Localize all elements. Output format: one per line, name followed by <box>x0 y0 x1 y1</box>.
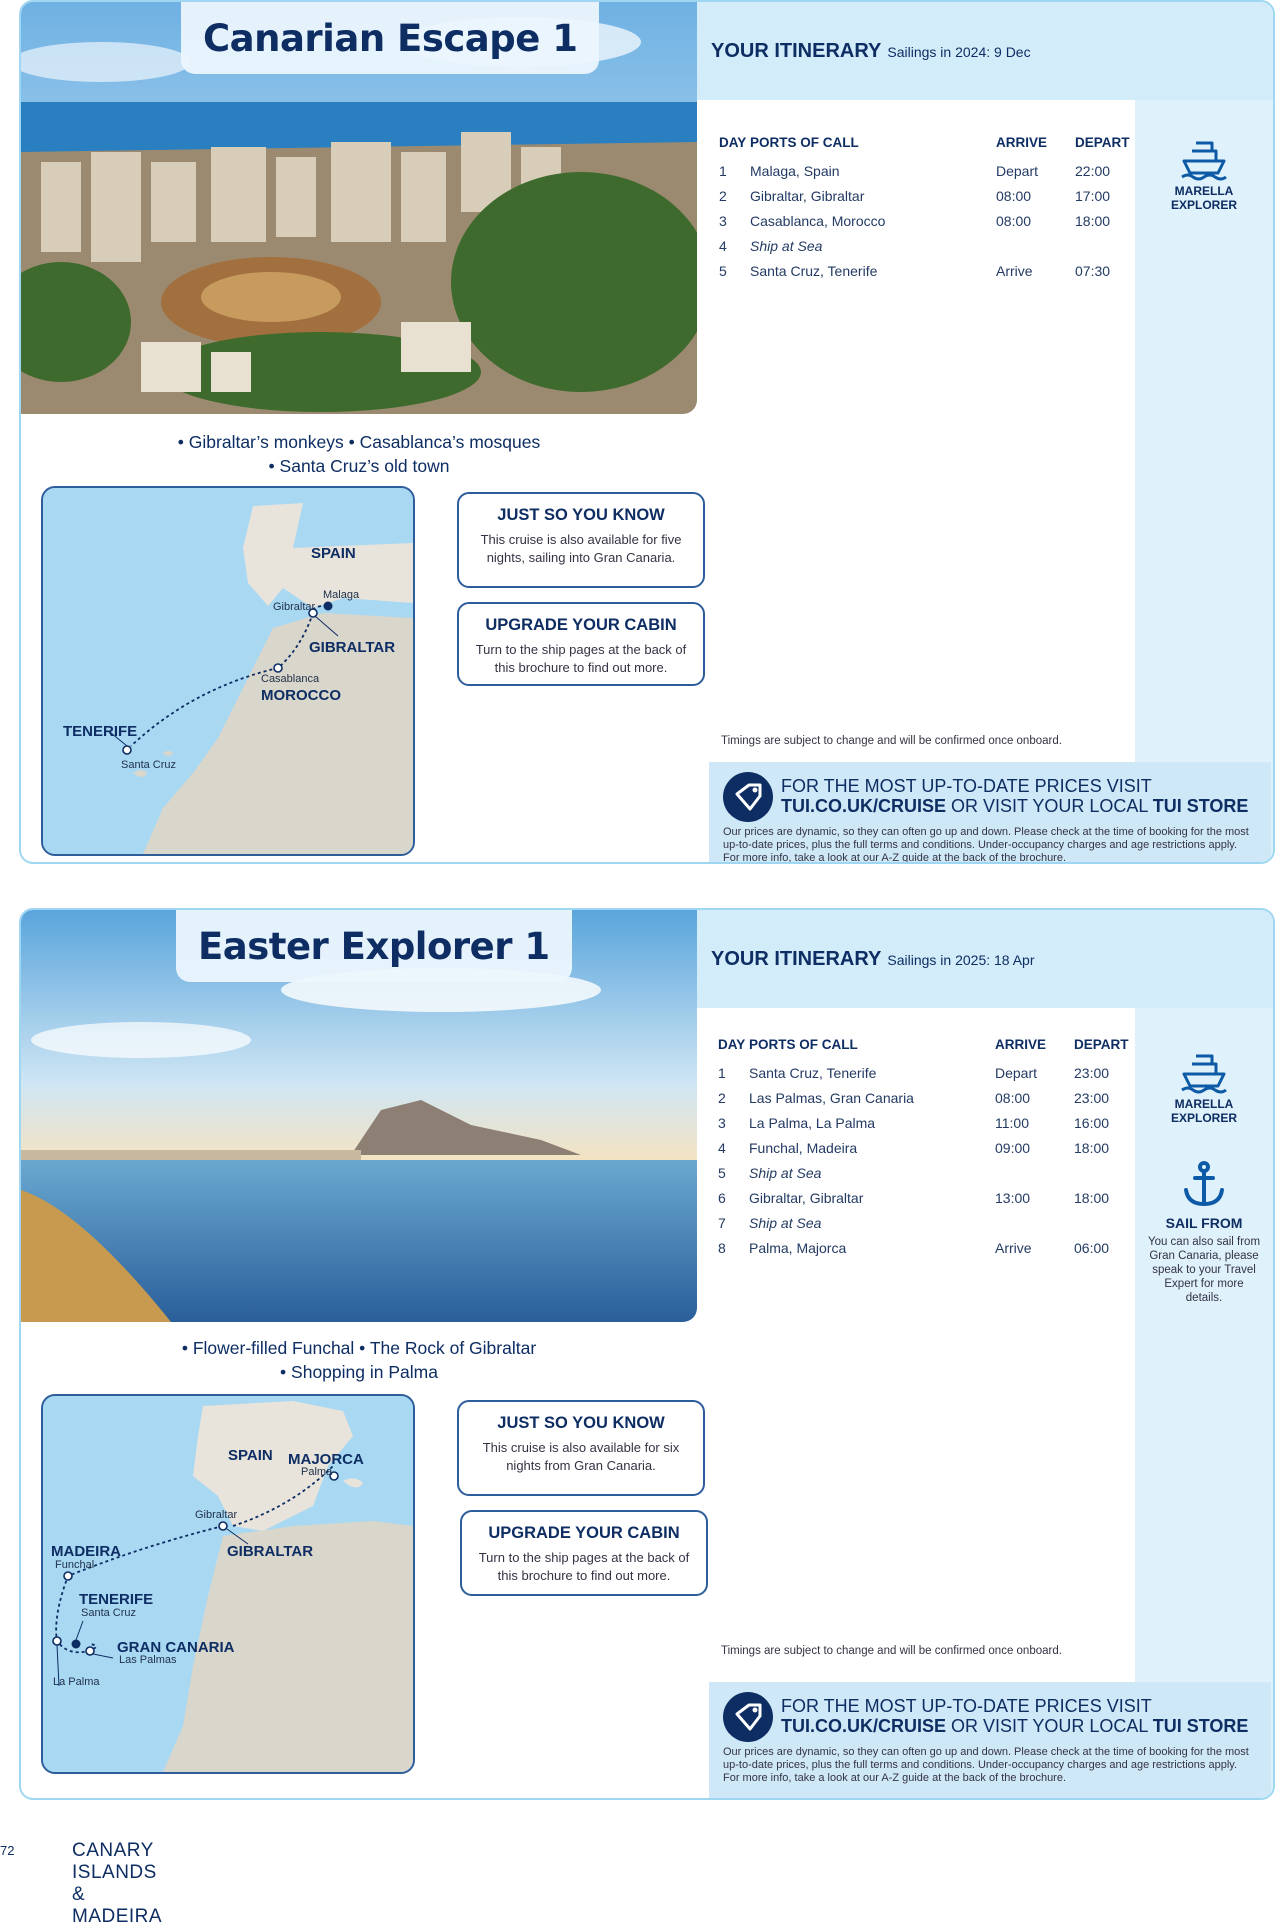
funchal-marker <box>64 1572 72 1580</box>
table-row: 5 Santa Cruz, Tenerife Arrive 07:30 <box>719 262 1111 279</box>
price-tag-icon <box>723 772 773 822</box>
price-url[interactable]: TUI.CO.UK/CRUISE <box>781 796 947 816</box>
price-tag-icon <box>723 1692 773 1742</box>
table-row: 4 Funchal, Madeira 09:00 18:00 <box>718 1139 1110 1156</box>
las-palmas-marker <box>86 1647 94 1655</box>
map-label-spain: SPAIN <box>228 1447 273 1464</box>
table-row: 4 Ship at Sea <box>719 237 823 254</box>
itinerary-label: YOUR ITINERARY <box>711 948 882 970</box>
page-number: 72 <box>0 1843 15 1858</box>
itinerary-table <box>718 1037 1138 1260</box>
table-row: 2 Gibraltar, Gibraltar 08:00 17:00 <box>719 187 1111 204</box>
table-row: 5 Ship at Sea <box>718 1164 822 1181</box>
ship-sidebar <box>1135 1008 1273 1798</box>
section-title: CANARY ISLANDS & MADEIRA <box>72 1840 163 1927</box>
price-banner: FOR THE MOST UP-TO-DATE PRICES VISIT TUI.CO.UK/CRUISE OR VISIT YOUR LOCAL TUI STORE Our prices are dynamic, so they can often go up and down. Please check at the time of booking for the most up-to-date prices, plus the full terms and conditions. Under-occupancy charges and age restrictions apply. For more info, take a look at our A-Z guide at the back of the brochure. <box>709 762 1271 862</box>
highlights: • Gibraltar’s monkeys • Casablanca’s mosques • Santa Cruz’s old town <box>177 432 541 476</box>
sail-from-badge: SAIL FROM You can also sail from Gran Canaria, please speak to your Travel Expert for more details. <box>1135 1160 1273 1309</box>
ship-icon <box>1180 135 1228 181</box>
map-label-santa-cruz: Santa Cruz <box>81 1607 137 1619</box>
santa-cruz-marker <box>72 1640 81 1649</box>
just-so-you-know-box: JUST SO YOU KNOW This cruise is also available for five nights, sailing into Gran Canaria. <box>457 492 705 588</box>
itinerary-label: YOUR ITINERARY <box>711 40 882 62</box>
upgrade-cabin-box: UPGRADE YOUR CABIN Turn to the ship pages at the back of this brochure to find out more. <box>460 1510 708 1596</box>
table-row: 1 Santa Cruz, Tenerife Depart 23:00 <box>718 1064 1110 1081</box>
timings-note: Timings are subject to change and will be confirmed once onboard. <box>721 735 1062 747</box>
highlights: • Flower-filled Funchal • The Rock of Gibraltar • Shopping in Palma <box>181 1338 537 1382</box>
santa-cruz-marker <box>123 746 131 754</box>
map-label-funchal: Funchal <box>55 1559 95 1571</box>
map-label-la-palma: La Palma <box>53 1676 100 1688</box>
map-label-gran-canaria: GRAN CANARIA <box>117 1639 235 1656</box>
sailing-dates: Sailings in 2025: 18 Apr <box>887 952 1035 968</box>
cruise-card-1 <box>19 0 1275 864</box>
price-url[interactable]: TUI.CO.UK/CRUISE <box>781 1716 947 1736</box>
map-label-gibraltar: GIBRALTAR <box>227 1543 314 1560</box>
route-map <box>41 486 415 856</box>
table-row: 3 Casablanca, Morocco 08:00 18:00 <box>719 212 1111 229</box>
cruise-title: Easter Explorer 1 <box>198 924 550 968</box>
upgrade-cabin-box: UPGRADE YOUR CABIN Turn to the ship pages at the back of this brochure to find out more. <box>457 602 705 686</box>
table-row: 7 Ship at Sea <box>718 1214 822 1231</box>
malaga-marker <box>324 602 333 611</box>
cruise-title-tab <box>176 910 572 982</box>
map-label-las-palmas: Las Palmas <box>119 1654 177 1666</box>
map-label-palma: Palma <box>301 1466 333 1478</box>
map-label-malaga: Malaga <box>323 589 360 601</box>
map-label-casablanca: Casablanca <box>261 673 320 685</box>
table-row: 8 Palma, Majorca Arrive 06:00 <box>718 1239 1110 1256</box>
table-row: 6 Gibraltar, Gibraltar 13:00 18:00 <box>718 1189 1110 1206</box>
map-label-majorca: MAJORCA <box>288 1451 364 1468</box>
map-label-gibraltar-port: Gibraltar <box>273 601 316 613</box>
timings-note: Timings are subject to change and will be confirmed once onboard. <box>721 1645 1062 1657</box>
cruise-title: Canarian Escape 1 <box>203 16 578 60</box>
table-row: 1 Malaga, Spain Depart 22:00 <box>719 162 1111 179</box>
price-banner: FOR THE MOST UP-TO-DATE PRICES VISIT TUI.CO.UK/CRUISE OR VISIT YOUR LOCAL TUI STORE Our prices are dynamic, so they can often go up and down. Please check at the time of booking for the most up-to-date prices, plus the full terms and conditions. Under-occupancy charges and age restrictions apply. For more info, take a look at our A-Z guide at the back of the brochure. <box>709 1682 1271 1798</box>
table-header: DAY PORTS OF CALL ARRIVE DEPART <box>718 1037 1129 1052</box>
cruise-card-2 <box>19 908 1275 1800</box>
map-label-santa-cruz: Santa Cruz <box>121 759 177 771</box>
sailing-dates: Sailings in 2024: 9 Dec <box>887 44 1031 60</box>
ship-badge: MARELLA EXPLORER <box>1135 1048 1273 1125</box>
table-row: 3 La Palma, La Palma 11:00 16:00 <box>718 1114 1110 1131</box>
map-label-tenerife: TENERIFE <box>79 1591 154 1608</box>
just-so-you-know-box: JUST SO YOU KNOW This cruise is also available for six nights from Gran Canaria. <box>457 1400 705 1496</box>
map-label-gibraltar-port: Gibraltar <box>195 1509 238 1521</box>
itinerary-header <box>697 2 1273 100</box>
la-palma-marker <box>53 1637 61 1645</box>
gibraltar-marker <box>219 1522 227 1530</box>
itinerary-header <box>697 910 1273 1008</box>
ship-badge: MARELLA EXPLORER <box>1135 135 1273 212</box>
itinerary-table <box>719 135 1139 283</box>
casablanca-marker <box>274 664 282 672</box>
map-label-madeira: MADEIRA <box>51 1543 121 1560</box>
table-header: DAY PORTS OF CALL ARRIVE DEPART <box>719 135 1130 150</box>
map-label-spain: SPAIN <box>311 545 356 562</box>
cruise-title-tab <box>181 2 599 74</box>
ship-icon <box>1180 1048 1228 1094</box>
anchor-icon <box>1181 1160 1227 1210</box>
table-row: 2 Las Palmas, Gran Canaria 08:00 23:00 <box>718 1089 1110 1106</box>
map-label-tenerife: TENERIFE <box>63 723 138 740</box>
ship-sidebar <box>1135 100 1273 862</box>
route-map <box>41 1394 415 1774</box>
map-label-morocco: MOROCCO <box>261 687 341 704</box>
map-label-gibraltar: GIBRALTAR <box>309 639 396 656</box>
